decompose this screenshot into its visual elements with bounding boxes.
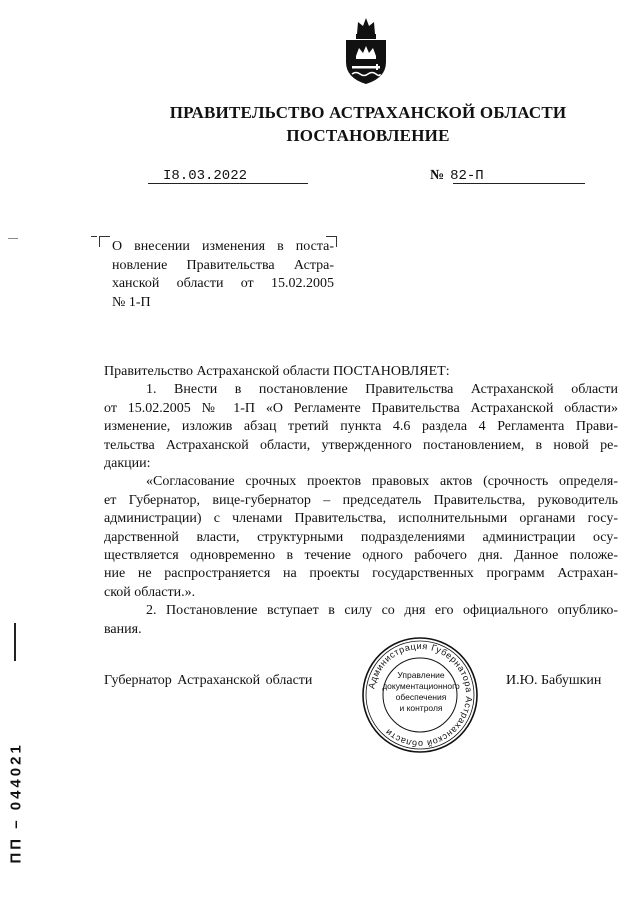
- item-1: [104, 381, 618, 473]
- body-line: ской области.».: [104, 584, 196, 600]
- subject-bracket-left: [99, 236, 110, 247]
- subject-bracket-mark: [91, 236, 97, 237]
- body-line: от 15.02.2005 № 1-П «О Регламенте Правительства Астраханской области»: [104, 400, 618, 416]
- form-serial-number: ПП – 044021: [7, 742, 25, 864]
- document-subject: [112, 238, 334, 312]
- body-line: вания.: [104, 621, 142, 637]
- body-line: дакции:: [104, 456, 151, 472]
- body-line: ние не распространяется на проекты государственных программ Астрахан-: [104, 566, 618, 582]
- body-line: «Согласование срочных проектов правовых актов (срочность определя-: [146, 474, 618, 490]
- margin-dash-mark: [8, 238, 18, 239]
- item-2: [104, 602, 618, 639]
- subject-line: № 1-П: [112, 294, 151, 310]
- body-line: 2. Постановление вступает в силу со дня его официального опублико-: [146, 603, 618, 619]
- subject-line: ханской области от 15.02.2005: [112, 276, 334, 291]
- document-date: I8.03.2022: [163, 168, 248, 184]
- body-line: Правительство Астраханской области ПОСТАНОВЛЯЕТ:: [104, 364, 450, 379]
- subject-line: О внесении изменения в поста-: [112, 239, 334, 254]
- preamble: [104, 363, 618, 381]
- number-value: 82-П: [450, 168, 484, 184]
- stamp-line: документационного: [382, 681, 460, 691]
- date-underline: [148, 183, 308, 184]
- signatory-title: Губернатор Астраханской области: [104, 673, 313, 688]
- body-line: тельства Астраханской области, утвержденного постановлением, в новой ре-: [104, 437, 618, 453]
- stamp-ring-text: Администрация Губернатора Астраханской области: [366, 640, 475, 750]
- number-label: №: [430, 168, 445, 183]
- body-line: изменение, изложив абзац третий пункта 4.6 раздела 4 Регламента Прави-: [104, 419, 618, 435]
- margin-bar-mark: [14, 623, 16, 661]
- stamp-line: обеспечения: [395, 692, 447, 702]
- organization-title: ПРАВИТЕЛЬСТВО АСТРАХАНСКОЙ ОБЛАСТИ: [169, 103, 567, 122]
- document-body: [104, 363, 618, 639]
- body-line: администрации) с членами Правительства, исполнительными органами госу-: [104, 511, 618, 527]
- stamp-line: Управление: [397, 670, 445, 680]
- body-line: ет Губернатор, вице-губернатор – председатель Правительства, руководитель: [104, 492, 618, 508]
- number-underline: [453, 183, 585, 184]
- body-line: 1. Внести в постановление Правительства Астраханской области: [146, 382, 618, 398]
- stamp-line: и контроля: [399, 703, 443, 713]
- subject-line: новление Правительства Астра-: [112, 257, 334, 273]
- signatory-name: И.Ю. Бабушкин: [506, 673, 602, 688]
- stamp-center-text: [381, 670, 461, 714]
- astrakhan-coat-of-arms-icon: [342, 16, 390, 86]
- quoted-amendment: [104, 473, 618, 602]
- body-line: ществляется одновременно в течение одного рабочего дня. Данное положе-: [104, 548, 618, 564]
- document-type-title: ПОСТАНОВЛЕНИЕ: [286, 126, 450, 145]
- document-number: [430, 168, 484, 184]
- body-line: дарственной власти, структурными подразделениями администрации осу-: [104, 529, 618, 545]
